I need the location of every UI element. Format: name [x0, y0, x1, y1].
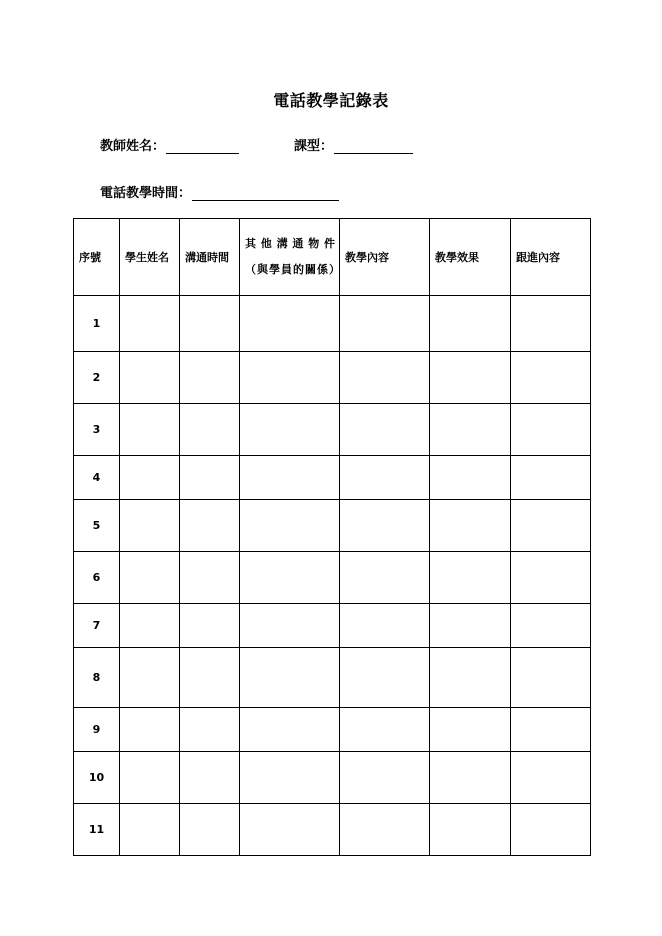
table-cell[interactable] — [180, 804, 240, 856]
table-cell[interactable] — [120, 352, 180, 404]
table-cell[interactable] — [430, 648, 511, 708]
teaching-time-blank[interactable] — [192, 186, 339, 201]
table-cell[interactable] — [430, 500, 511, 552]
table-cell[interactable] — [340, 296, 430, 352]
teaching-time-label: 電話教學時間： — [100, 186, 192, 201]
table-cell[interactable] — [120, 708, 180, 752]
teacher-name-blank[interactable] — [166, 139, 239, 154]
table-cell[interactable] — [120, 552, 180, 604]
table-row — [74, 296, 591, 352]
table-cell[interactable] — [240, 500, 340, 552]
table-cell[interactable] — [340, 804, 430, 856]
table-row — [74, 352, 591, 404]
table-cell[interactable] — [240, 648, 340, 708]
row-number: 2 — [74, 352, 120, 404]
column-header: 教學內容 — [340, 219, 430, 296]
table-cell[interactable] — [511, 500, 591, 552]
table-cell[interactable] — [240, 752, 340, 804]
table-cell[interactable] — [180, 708, 240, 752]
table-row — [74, 604, 591, 648]
table-cell[interactable] — [511, 352, 591, 404]
table-cell[interactable] — [120, 456, 180, 500]
table-cell[interactable] — [180, 296, 240, 352]
record-table — [73, 218, 591, 856]
table-cell[interactable] — [240, 352, 340, 404]
table-cell[interactable] — [120, 604, 180, 648]
table-cell[interactable] — [240, 456, 340, 500]
table-cell[interactable] — [180, 604, 240, 648]
header-row — [74, 219, 591, 296]
table-cell[interactable] — [340, 752, 430, 804]
column-header: 其他溝通物件（與學員的關係） — [240, 219, 340, 296]
table-cell[interactable] — [340, 648, 430, 708]
table-cell[interactable] — [340, 552, 430, 604]
table-cell[interactable] — [340, 404, 430, 456]
teacher-name-label: 教師姓名： — [100, 139, 166, 154]
table-cell[interactable] — [430, 604, 511, 648]
table-cell[interactable] — [511, 552, 591, 604]
teaching-time-field — [100, 182, 339, 201]
table-cell[interactable] — [180, 352, 240, 404]
table-row — [74, 752, 591, 804]
table-cell[interactable] — [511, 404, 591, 456]
row-number: 5 — [74, 500, 120, 552]
page-title: 電話教學記錄表 — [273, 91, 389, 110]
table-cell[interactable] — [511, 296, 591, 352]
table-cell[interactable] — [120, 404, 180, 456]
row-number: 11 — [74, 804, 120, 856]
table-cell[interactable] — [120, 752, 180, 804]
table-cell[interactable] — [511, 648, 591, 708]
table-cell[interactable] — [340, 352, 430, 404]
table-row — [74, 804, 591, 856]
table-cell[interactable] — [240, 604, 340, 648]
row-number: 9 — [74, 708, 120, 752]
table-cell[interactable] — [180, 752, 240, 804]
table-cell[interactable] — [340, 456, 430, 500]
table-cell[interactable] — [430, 752, 511, 804]
table-cell[interactable] — [511, 456, 591, 500]
course-type-field — [294, 135, 413, 154]
table-cell[interactable] — [430, 296, 511, 352]
table-cell[interactable] — [430, 804, 511, 856]
table-cell[interactable] — [430, 552, 511, 604]
table-cell[interactable] — [180, 500, 240, 552]
table-cell[interactable] — [430, 352, 511, 404]
teacher-name-field — [100, 135, 239, 154]
column-header: 序號 — [74, 219, 120, 296]
row-number: 7 — [74, 604, 120, 648]
table-cell[interactable] — [511, 604, 591, 648]
table-cell[interactable] — [120, 500, 180, 552]
table-cell[interactable] — [240, 296, 340, 352]
table-row — [74, 648, 591, 708]
table-cell[interactable] — [340, 708, 430, 752]
row-number: 3 — [74, 404, 120, 456]
table-cell[interactable] — [340, 604, 430, 648]
column-header: 溝通時間 — [180, 219, 240, 296]
table-row — [74, 552, 591, 604]
table-row — [74, 456, 591, 500]
table-cell[interactable] — [180, 456, 240, 500]
table-cell[interactable] — [430, 404, 511, 456]
table-cell[interactable] — [120, 296, 180, 352]
table-cell[interactable] — [240, 708, 340, 752]
table-cell[interactable] — [430, 456, 511, 500]
table-cell[interactable] — [511, 804, 591, 856]
table-row — [74, 500, 591, 552]
table-cell[interactable] — [430, 708, 511, 752]
table-row — [74, 708, 591, 752]
table-cell[interactable] — [240, 404, 340, 456]
table-cell[interactable] — [340, 500, 430, 552]
course-type-label: 課型： — [294, 139, 334, 154]
table-cell[interactable] — [240, 552, 340, 604]
table-cell[interactable] — [180, 404, 240, 456]
table-row — [74, 404, 591, 456]
row-number: 6 — [74, 552, 120, 604]
row-number: 10 — [74, 752, 120, 804]
row-number: 8 — [74, 648, 120, 708]
course-type-blank[interactable] — [334, 139, 413, 154]
table-cell[interactable] — [180, 552, 240, 604]
column-header: 學生姓名 — [120, 219, 180, 296]
table-cell[interactable] — [120, 804, 180, 856]
table-cell[interactable] — [511, 752, 591, 804]
row-number: 4 — [74, 456, 120, 500]
column-header: 教學效果 — [430, 219, 511, 296]
table-cell[interactable] — [120, 648, 180, 708]
table-cell[interactable] — [240, 804, 340, 856]
column-header: 跟進內容 — [511, 219, 591, 296]
row-number: 1 — [74, 296, 120, 352]
table-cell[interactable] — [180, 648, 240, 708]
table-cell[interactable] — [511, 708, 591, 752]
